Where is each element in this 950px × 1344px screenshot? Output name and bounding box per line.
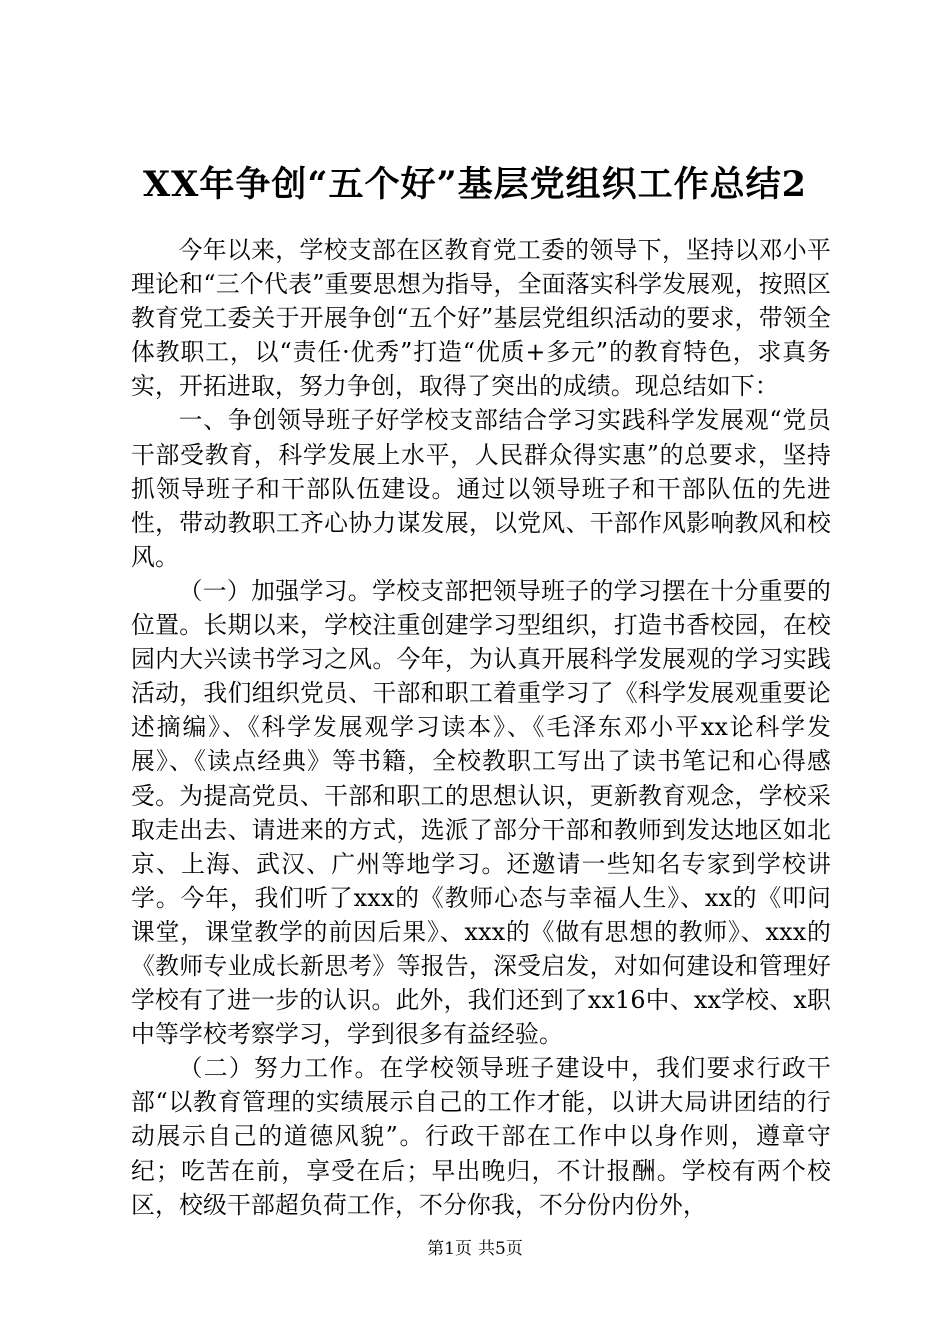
page-number: 第1页 <box>427 1239 472 1259</box>
paragraph-subsection-1: （一）加强学习。学校支部把领导班子的学习摆在十分重要的位置。长期以来，学校注重创建学习型组织，打造书香校园，在校园内大兴读书学习之风。今年，为认真开展科学发展观的学习实践活动，我们组织党员、干部和职工着重学习了《科学发展观重要论述摘编》、《科学发展观学习读本》、《毛泽东邓小平xx论科学发展》、《读点经典》等书籍，全校教职工写出了读书笔记和心得感受。为提高党员、干部和职工的思想认识，更新教育观念，学校采取走出去、请进来的方式，选派了部分干部和教师到发达地区如北京、上海、武汉、广州等地学习。还邀请一些知名专家到学校讲学。今年，我们听了xxx的《教师心态与幸福人生》、xx的《叩问课堂，课堂教学的前因后果》、xxx的《做有思想的教师》、xxx的《教师专业成长新思考》等报告，深受启发，对如何建设和管理好学校有了进一步的认识。此外，我们还到了xx16中、xx学校、x职中等学校考察学习，学到很多有益经验。 <box>131 576 831 1049</box>
page-total: 共5页 <box>478 1239 523 1259</box>
paragraph-section-1: 一、争创领导班子好学校支部结合学习实践科学发展观“党员干部受教育，科学发展上水平，人民群众得实惠”的总要求，坚持抓领导班子和干部队伍建设。通过以领导班子和干部队伍的先进性，带动教职工齐心协力谋发展，以党风、干部作风影响教风和校风。 <box>131 406 831 571</box>
document-body <box>131 233 831 1222</box>
document-title: XX年争创“五个好”基层党组织工作总结2 <box>143 164 807 205</box>
paragraph-intro: 今年以来，学校支部在区教育党工委的领导下，坚持以邓小平理论和“三个代表”重要思想为指导，全面落实科学发展观，按照区教育党工委关于开展争创“五个好”基层党组织活动的要求，带领全体教职工，以“责任·优秀”打造“优质+多元”的教育特色，求真务实，开拓进取，努力争创，取得了突出的成绩。现总结如下： <box>131 236 831 401</box>
paragraph-subsection-2: （二）努力工作。在学校领导班子建设中，我们要求行政干部“以教育管理的实绩展示自己的工作才能，以讲大局讲团结的行动展示自己的道德风貌”。行政干部在工作中以身作则，遵章守纪；吃苦在前，享受在后；早出晚归，不计报酬。学校有两个校区，校级干部超负荷工作，不分你我，不分份内份外， <box>131 1054 831 1219</box>
page-footer <box>0 1237 950 1261</box>
